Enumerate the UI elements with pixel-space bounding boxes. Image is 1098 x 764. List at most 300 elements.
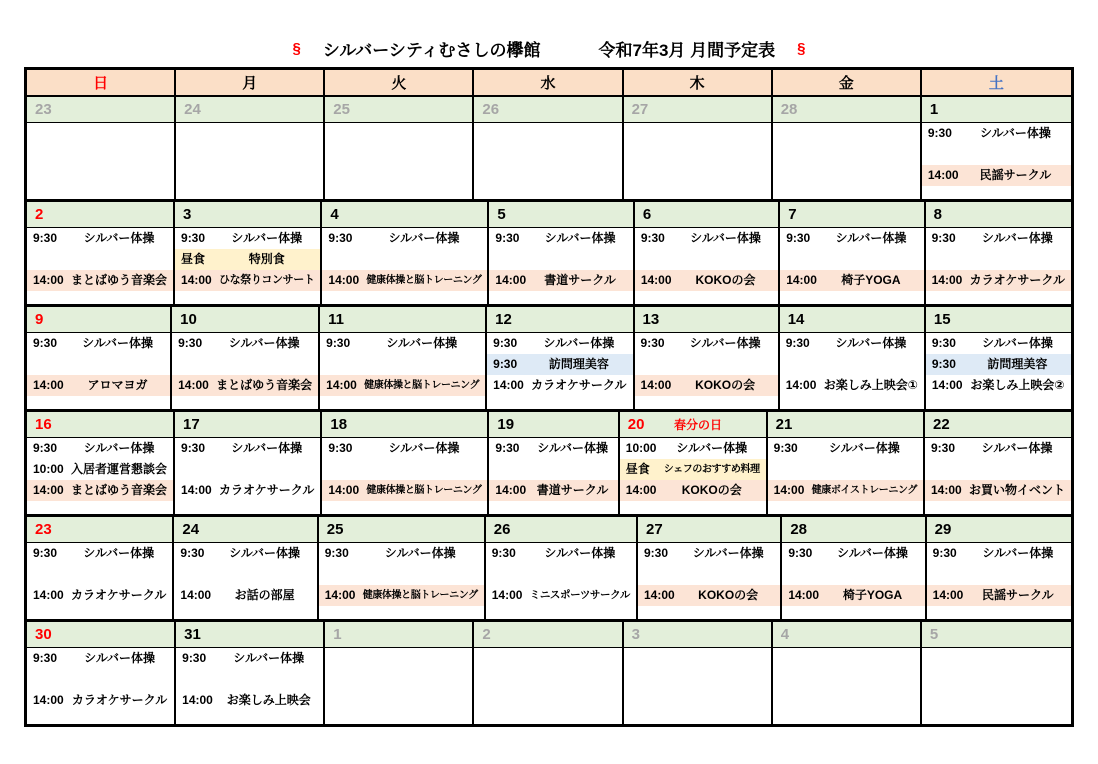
event-name: シルバー体操 xyxy=(228,336,300,350)
date-band xyxy=(325,622,472,648)
event-time: 9:30 xyxy=(182,651,207,665)
event-name: シルバー体操 xyxy=(835,336,907,350)
event-row xyxy=(487,354,632,375)
event-row xyxy=(325,144,472,165)
event-slots xyxy=(638,543,780,619)
event-row xyxy=(635,270,778,291)
event-name: シルバー体操 xyxy=(231,231,303,245)
event-name: 特別食 xyxy=(248,252,285,266)
facility-name: シルバーシティむさしの欅館 xyxy=(322,41,541,60)
event-time: 9:30 xyxy=(328,441,353,455)
event-row xyxy=(27,585,172,606)
day-cell-w1-thu-27 xyxy=(624,97,773,199)
event-row xyxy=(486,564,636,585)
date-number: 25 xyxy=(326,521,344,538)
event-row xyxy=(175,270,320,291)
event-name: ひな祭りコンサート xyxy=(219,274,315,286)
event-name: シルバー体操 xyxy=(837,546,908,560)
event-row xyxy=(176,165,323,186)
event-time: 9:30 xyxy=(181,441,206,455)
day-cell-w2-wed-5 xyxy=(489,202,634,304)
event-row xyxy=(27,228,173,249)
event-row xyxy=(175,438,320,459)
event-row xyxy=(780,249,923,270)
event-row xyxy=(624,144,771,165)
day-cell-w3-mon-10 xyxy=(172,307,320,409)
date-number: 11 xyxy=(328,311,344,328)
day-cell-w1-mon-24 xyxy=(176,97,325,199)
event-name: シルバー体操 xyxy=(388,231,460,245)
event-row xyxy=(927,543,1071,564)
date-band xyxy=(322,412,487,438)
event-row xyxy=(27,354,170,375)
event-name: カラオケサークル xyxy=(71,693,168,707)
event-time: 14:00 xyxy=(181,273,212,287)
event-slots xyxy=(322,228,487,304)
event-row xyxy=(322,228,487,249)
date-band xyxy=(319,517,484,543)
event-name: まとばゆう音楽会 xyxy=(71,273,168,287)
event-slots xyxy=(27,543,172,619)
event-name: シルバー体操 xyxy=(689,336,761,350)
event-row xyxy=(325,123,472,144)
event-row xyxy=(768,480,923,501)
event-name: シルバー体操 xyxy=(83,231,155,245)
day-cell-w3-fri-14 xyxy=(780,307,926,409)
date-band xyxy=(773,622,920,648)
event-row xyxy=(635,354,778,375)
date-number: 8 xyxy=(933,206,942,223)
event-name: ミニスポーツサークル xyxy=(529,589,630,601)
event-row xyxy=(773,165,920,186)
event-row xyxy=(172,375,318,396)
date-number: 23 xyxy=(35,521,52,538)
day-cell-w1-wed-26 xyxy=(474,97,623,199)
date-number: 28 xyxy=(780,101,798,118)
date-number: 22 xyxy=(932,416,950,433)
event-time: 9:30 xyxy=(644,546,669,560)
event-name: カラオケサークル xyxy=(219,483,315,497)
event-row xyxy=(27,249,173,270)
date-number: 26 xyxy=(482,101,500,118)
event-row xyxy=(782,564,924,585)
event-row xyxy=(620,438,766,459)
date-band xyxy=(922,622,1071,648)
date-band xyxy=(320,307,485,333)
event-slots xyxy=(174,543,316,619)
date-band xyxy=(176,622,323,648)
event-slots xyxy=(489,228,632,304)
day-cell-w4-sat-22 xyxy=(925,412,1071,514)
event-row xyxy=(780,333,924,354)
event-row xyxy=(27,543,172,564)
event-name: シルバー体操 xyxy=(231,441,303,455)
event-row xyxy=(773,690,920,711)
event-name: 訪問理美容 xyxy=(548,357,609,371)
event-slots xyxy=(322,438,487,514)
event-name: シルバー体操 xyxy=(981,231,1053,245)
event-name: 健康体操と脳トレーニング xyxy=(364,380,480,391)
date-number: 30 xyxy=(35,626,52,643)
event-time: 9:30 xyxy=(931,231,956,245)
event-time: 14:00 xyxy=(640,378,672,392)
date-band xyxy=(925,412,1071,438)
event-row xyxy=(27,690,174,711)
event-row xyxy=(489,459,617,480)
event-name: カラオケサークル xyxy=(71,588,167,602)
date-band xyxy=(172,307,318,333)
event-slots xyxy=(27,438,173,514)
event-time: 14:00 xyxy=(328,273,360,287)
event-slots xyxy=(773,648,920,724)
event-row xyxy=(320,375,485,396)
event-name: 健康体操と脳トレーニング xyxy=(362,590,478,601)
event-name: 訪問理美容 xyxy=(987,357,1048,371)
event-row xyxy=(325,648,472,669)
event-name: 入居者運営懇談会 xyxy=(71,462,168,476)
event-slots xyxy=(487,333,632,409)
event-slots xyxy=(27,123,174,199)
event-row xyxy=(922,690,1071,711)
weekday-header-wed: 水 xyxy=(474,70,623,95)
date-band xyxy=(27,622,174,648)
event-row xyxy=(174,585,316,606)
event-name: KOKOの会 xyxy=(695,273,756,287)
date-number: 16 xyxy=(35,416,52,433)
event-slots xyxy=(624,648,771,724)
event-slots xyxy=(635,228,778,304)
event-row xyxy=(27,648,174,669)
day-cell-w1-tue-25 xyxy=(325,97,474,199)
event-name: シルバー体操 xyxy=(229,546,300,560)
event-name: カラオケサークル xyxy=(969,273,1065,287)
event-name: シルバー体操 xyxy=(82,336,153,350)
event-time: 14:00 xyxy=(625,483,657,497)
event-time: 9:30 xyxy=(324,546,349,560)
event-row xyxy=(780,270,923,291)
event-time: 9:30 xyxy=(640,336,665,350)
event-time: 14:00 xyxy=(178,378,209,392)
event-row xyxy=(27,669,174,690)
event-slots xyxy=(175,228,320,304)
event-name: シルバー体操 xyxy=(544,546,616,560)
event-row xyxy=(27,333,170,354)
event-row xyxy=(780,375,924,396)
date-number: 3 xyxy=(183,206,192,223)
weekday-header-mon: 月 xyxy=(176,70,325,95)
day-cell-w3-thu-13 xyxy=(635,307,780,409)
day-cell-w6-tue-1 xyxy=(325,622,474,724)
date-number: 21 xyxy=(775,416,793,433)
event-row xyxy=(487,375,632,396)
event-time: 14:00 xyxy=(493,378,524,392)
day-cell-w2-mon-3 xyxy=(175,202,322,304)
date-number: 3 xyxy=(631,626,640,643)
event-name: 椅子YOGA xyxy=(842,588,903,602)
day-cell-w5-fri-28 xyxy=(782,517,926,619)
event-slots xyxy=(27,333,170,409)
event-slots xyxy=(325,648,472,724)
date-number: 31 xyxy=(184,626,201,643)
event-row xyxy=(474,669,621,690)
event-row xyxy=(320,333,485,354)
event-time: 9:30 xyxy=(788,546,813,560)
date-band xyxy=(176,97,323,123)
event-row xyxy=(780,354,924,375)
event-name: まとばゆう音楽会 xyxy=(216,378,313,392)
event-row xyxy=(773,144,920,165)
event-time: 14:00 xyxy=(644,588,675,602)
section-mark-left: § xyxy=(292,40,301,57)
event-row xyxy=(175,249,320,270)
event-time: 14:00 xyxy=(786,273,817,287)
event-row xyxy=(489,249,632,270)
day-cell-w6-sat-5 xyxy=(922,622,1071,724)
event-row xyxy=(768,438,923,459)
event-name: シルバー体操 xyxy=(828,441,900,455)
event-time: 9:30 xyxy=(491,546,516,560)
event-name: お買い物イベント xyxy=(968,483,1065,497)
date-number: 10 xyxy=(180,311,197,328)
event-row xyxy=(624,165,771,186)
event-name: シルバー体操 xyxy=(981,441,1053,455)
event-row xyxy=(624,669,771,690)
event-time: 9:30 xyxy=(493,336,518,350)
event-row xyxy=(319,564,484,585)
date-number: 1 xyxy=(929,101,939,118)
event-slots xyxy=(325,123,472,199)
event-time: 9:30 xyxy=(328,231,353,245)
event-slots xyxy=(620,438,766,514)
event-name: お楽しみ上映会① xyxy=(823,378,918,392)
event-row xyxy=(782,585,924,606)
event-time: 9:30 xyxy=(773,441,798,455)
calendar-table xyxy=(24,67,1074,727)
event-row xyxy=(175,480,320,501)
week-row-5 xyxy=(27,517,1071,622)
event-slots xyxy=(768,438,923,514)
event-row xyxy=(635,333,778,354)
event-name: シルバー体操 xyxy=(386,336,458,350)
event-row xyxy=(927,585,1071,606)
event-time: 14:00 xyxy=(180,588,212,602)
date-number: 2 xyxy=(482,626,491,643)
day-cell-w4-wed-19 xyxy=(489,412,619,514)
event-time: 9:30 xyxy=(178,336,203,350)
date-band xyxy=(474,622,621,648)
event-name: シルバー体操 xyxy=(835,231,907,245)
day-cell-w4-sun-16 xyxy=(27,412,175,514)
date-band xyxy=(27,307,170,333)
event-slots xyxy=(926,333,1071,409)
event-slots xyxy=(27,228,173,304)
day-cell-w5-mon-24 xyxy=(174,517,318,619)
event-name: 健康ボイストレーニング xyxy=(811,485,917,496)
day-cell-w6-sun-30 xyxy=(27,622,176,724)
event-row xyxy=(489,270,632,291)
date-number: 19 xyxy=(497,416,515,433)
event-time: 9:30 xyxy=(927,126,952,140)
day-cell-w5-sat-29 xyxy=(927,517,1071,619)
event-row xyxy=(486,585,636,606)
day-cell-w3-wed-12 xyxy=(487,307,634,409)
event-name: 民謡サークル xyxy=(979,168,1052,182)
date-band xyxy=(624,622,771,648)
event-name: カラオケサークル xyxy=(531,378,627,392)
event-row xyxy=(27,165,174,186)
event-time: 14:00 xyxy=(33,588,64,602)
date-number: 29 xyxy=(934,521,952,538)
event-row xyxy=(922,123,1071,144)
event-time: 14:00 xyxy=(33,483,64,497)
event-row xyxy=(474,123,621,144)
event-slots xyxy=(176,123,323,199)
page-title xyxy=(0,36,1098,61)
event-slots xyxy=(320,333,485,409)
event-time: 9:30 xyxy=(931,336,956,350)
event-row xyxy=(27,144,174,165)
event-row xyxy=(773,123,920,144)
event-time: 14:00 xyxy=(326,378,357,392)
date-number: 27 xyxy=(631,101,649,118)
event-name: シルバー体操 xyxy=(384,546,456,560)
event-row xyxy=(174,564,316,585)
day-cell-w4-mon-17 xyxy=(175,412,322,514)
date-band xyxy=(27,97,174,123)
event-row xyxy=(922,648,1071,669)
day-cell-w1-sat-1 xyxy=(922,97,1071,199)
event-time: 14:00 xyxy=(491,588,523,602)
date-number: 5 xyxy=(497,206,506,223)
date-band xyxy=(27,202,173,228)
event-row xyxy=(922,669,1071,690)
event-row xyxy=(27,123,174,144)
weekday-header-thu: 木 xyxy=(624,70,773,95)
day-cell-w6-fri-4 xyxy=(773,622,922,724)
date-number: 7 xyxy=(788,206,797,223)
event-slots xyxy=(624,123,771,199)
event-name: シルバー体操 xyxy=(690,231,761,245)
event-slots xyxy=(176,648,323,724)
event-time: 9:30 xyxy=(786,231,811,245)
event-row xyxy=(27,564,172,585)
event-time: 9:30 xyxy=(930,441,956,455)
event-time: 9:30 xyxy=(180,546,205,560)
date-band xyxy=(175,412,320,438)
event-row xyxy=(176,123,323,144)
event-name: シルバー体操 xyxy=(692,546,764,560)
event-row xyxy=(635,375,778,396)
event-name: シルバー体操 xyxy=(233,651,305,665)
event-time: 14:00 xyxy=(33,273,64,287)
event-time: 14:00 xyxy=(33,378,64,392)
event-time: 14:00 xyxy=(328,483,360,497)
event-name: シルバー体操 xyxy=(544,231,616,245)
event-row xyxy=(620,459,766,480)
event-name: シルバー体操 xyxy=(84,651,155,665)
event-row xyxy=(925,459,1071,480)
event-time: 14:00 xyxy=(640,273,672,287)
weekday-header-row xyxy=(27,70,1071,97)
day-cell-w1-sun-23 xyxy=(27,97,176,199)
date-band xyxy=(624,97,771,123)
event-row xyxy=(322,480,487,501)
date-number: 6 xyxy=(642,206,652,223)
event-row xyxy=(27,459,173,480)
event-row xyxy=(319,585,484,606)
event-time: 14:00 xyxy=(931,378,963,392)
calendar-weeks xyxy=(27,97,1071,724)
event-time: 14:00 xyxy=(773,483,805,497)
event-row xyxy=(176,669,323,690)
event-time: 9:30 xyxy=(33,546,58,560)
date-number: 4 xyxy=(330,206,339,223)
event-slots xyxy=(172,333,318,409)
event-name: お話の部屋 xyxy=(234,588,295,602)
date-band xyxy=(489,202,632,228)
event-row xyxy=(926,249,1071,270)
event-row xyxy=(474,165,621,186)
event-row xyxy=(926,270,1071,291)
event-row xyxy=(27,270,173,291)
event-row xyxy=(27,480,173,501)
event-row xyxy=(325,669,472,690)
date-number: 23 xyxy=(35,101,52,118)
event-time: 14:00 xyxy=(931,273,963,287)
date-number: 17 xyxy=(183,416,200,433)
event-time: 10:00 xyxy=(625,441,657,455)
event-row xyxy=(489,228,632,249)
event-row xyxy=(322,459,487,480)
event-row xyxy=(638,564,780,585)
event-row xyxy=(27,375,170,396)
week-row-4 xyxy=(27,412,1071,517)
date-number: 13 xyxy=(642,311,660,328)
day-cell-w2-sat-8 xyxy=(926,202,1071,304)
event-time: 14:00 xyxy=(495,273,527,287)
weekday-header-sat: 土 xyxy=(988,75,1004,92)
event-time: 14:00 xyxy=(785,378,817,392)
day-cell-w5-tue-25 xyxy=(319,517,486,619)
event-row xyxy=(474,648,621,669)
event-name: 民謡サークル xyxy=(982,588,1054,602)
event-row xyxy=(325,690,472,711)
event-time: 14:00 xyxy=(927,168,959,182)
event-row xyxy=(176,648,323,669)
event-row xyxy=(172,333,318,354)
event-row xyxy=(926,354,1071,375)
date-number: 9 xyxy=(35,311,44,328)
week-row-2 xyxy=(27,202,1071,307)
event-row xyxy=(325,165,472,186)
date-band xyxy=(927,517,1071,543)
day-cell-w5-thu-27 xyxy=(638,517,782,619)
event-time: 14:00 xyxy=(33,693,64,707)
event-name: 健康体操と脳トレーニング xyxy=(366,485,482,496)
day-cell-w1-fri-28 xyxy=(773,97,922,199)
date-band xyxy=(27,517,172,543)
event-row xyxy=(926,375,1071,396)
holiday-label: 春分の日 xyxy=(674,418,723,432)
event-row xyxy=(638,543,780,564)
event-row xyxy=(927,564,1071,585)
event-name: 椅子YOGA xyxy=(841,273,901,287)
date-band xyxy=(635,202,778,228)
event-row xyxy=(782,543,924,564)
date-number: 15 xyxy=(933,311,951,328)
day-cell-w4-thu-20 xyxy=(620,412,768,514)
event-row xyxy=(780,228,923,249)
